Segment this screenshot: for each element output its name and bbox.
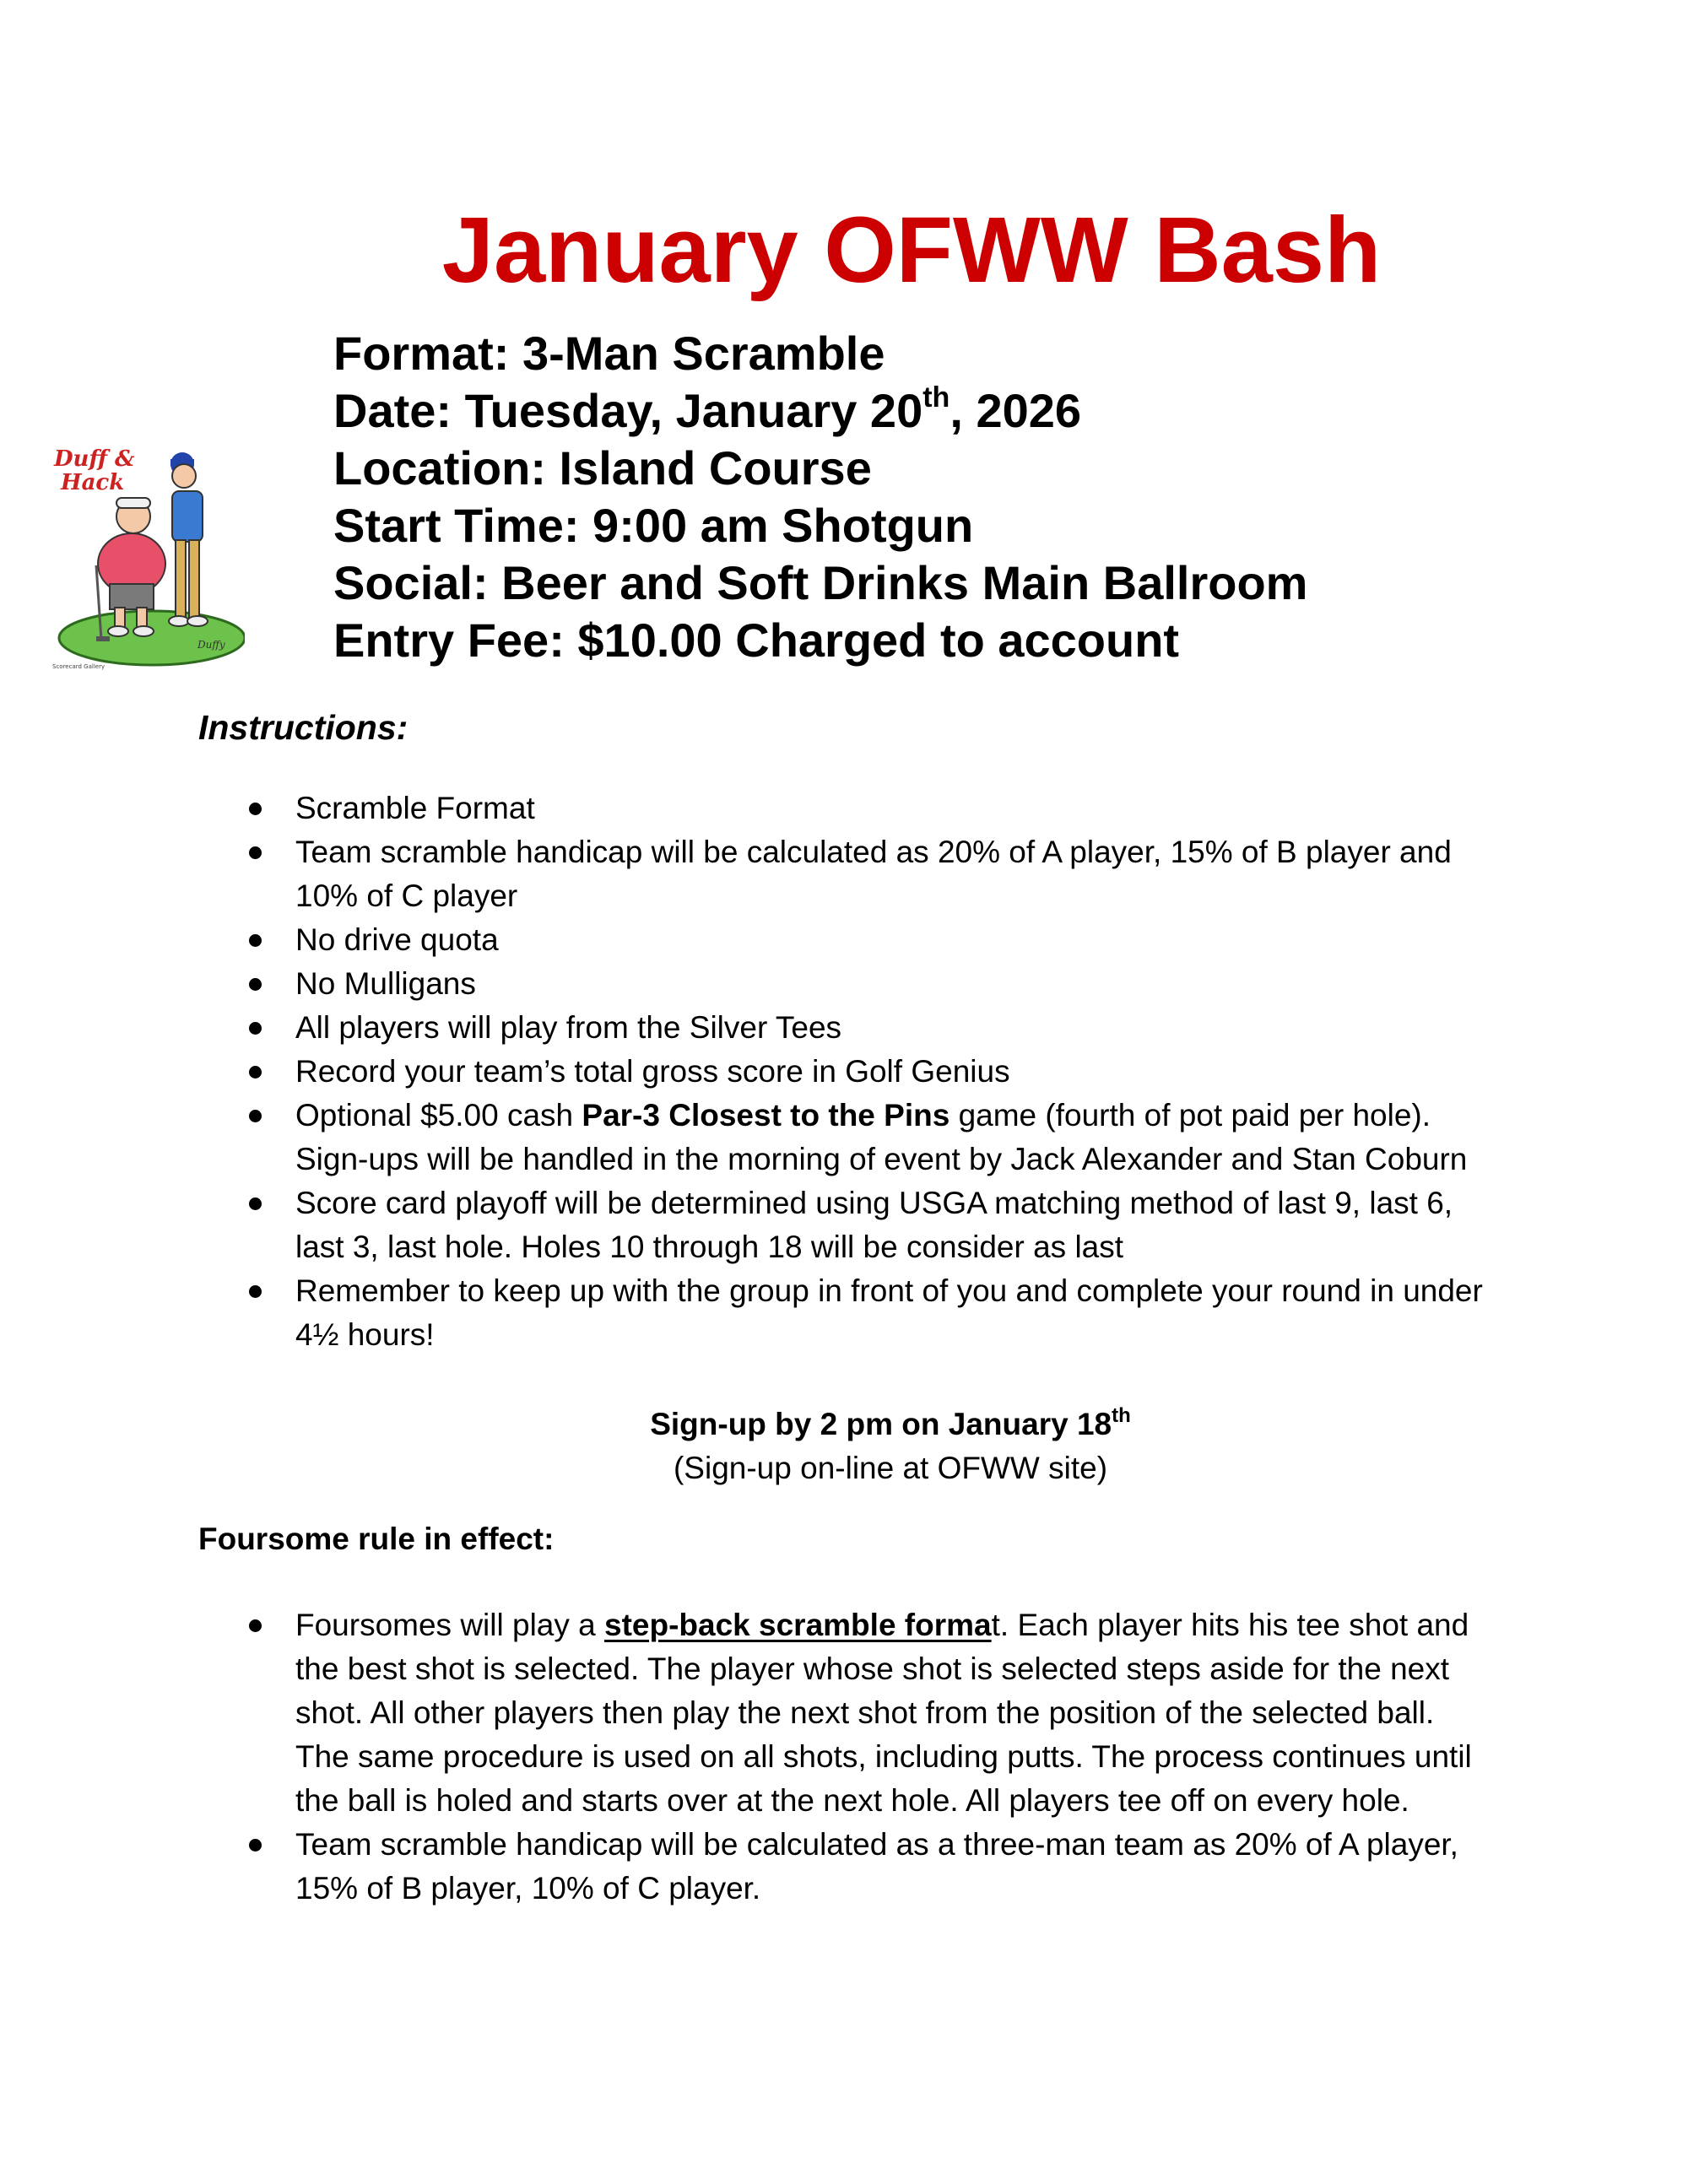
closest-to-pin-game: Par-3 Closest to the Pins: [582, 1098, 950, 1133]
signup-block: [0, 1403, 1688, 1490]
bullet-icon: [249, 1110, 262, 1122]
format-label: Format:: [333, 327, 510, 380]
signup-deadline: [93, 1403, 1688, 1446]
list-item-text: All players will play from the Silver Tees: [295, 1010, 842, 1045]
list-item-text-post: . Each player hits his tee shot and the best shot is selected. The player whose shot is selected steps aside for the next shot. All other players then play the next shot from the position of the selected ball. The same procedure is used on all shots, including putts. The process continues until the ball is holed and starts over at the next hole. All players tee off on every hole.: [295, 1608, 1472, 1818]
bullet-icon: [249, 978, 262, 991]
location-line: Location: Island Course: [333, 441, 872, 495]
step-back-scramble-link[interactable]: step-back scramble forma: [604, 1608, 992, 1642]
list-item-text: No drive quota: [295, 922, 499, 957]
list-item: [295, 962, 1494, 1006]
list-item: [295, 830, 1494, 918]
bullet-icon: [249, 1066, 262, 1078]
foursome-heading: [198, 1517, 554, 1561]
list-item-text: No Mulligans: [295, 966, 476, 1001]
event-info: [333, 325, 1307, 669]
list-item-text-pre: Optional $5.00 cash: [295, 1098, 582, 1133]
bullet-icon: [249, 934, 262, 947]
list-item: [295, 1269, 1494, 1357]
start-time-line: Start Time: 9:00 am Shotgun: [333, 499, 974, 552]
signup-note: (Sign-up on-line at OFWW site): [673, 1451, 1108, 1485]
bullet-icon: [249, 1839, 262, 1852]
format-value: 3-Man Scramble: [522, 327, 885, 380]
list-item: [295, 1603, 1494, 1823]
logo-text-line1: Duff &: [54, 446, 135, 472]
list-item: [295, 787, 1494, 830]
bullet-icon: [249, 1285, 262, 1298]
list-item-text: Record your team’s total gross score in Golf Genius: [295, 1054, 1010, 1089]
logo-text-line2: Hack: [61, 470, 125, 495]
list-item: [295, 918, 1494, 962]
date-sup: th: [922, 381, 950, 414]
bullet-icon: [249, 846, 262, 859]
list-item-text: Team scramble handicap will be calculated as a three-man team as 20% of A player, 15% of B player, 10% of C player.: [295, 1827, 1458, 1906]
instructions-list: [295, 787, 1494, 1357]
duff-and-hack-logo: [49, 439, 245, 675]
list-item: [295, 1006, 1494, 1050]
list-item-text: Remember to keep up with the group in front of you and complete your round in under 4½ hours!: [295, 1273, 1483, 1352]
instructions-heading: Instructions:: [198, 708, 408, 747]
bullet-icon: [249, 1619, 262, 1632]
list-item-text: Team scramble handicap will be calculated as 20% of A player, 15% of B player and 10% of C player: [295, 835, 1452, 913]
page-title: January OFWW Bash: [441, 198, 1382, 302]
foursome-heading-colon: :: [544, 1522, 555, 1556]
list-item: [295, 1050, 1494, 1094]
date-prefix: Date: Tuesday, January 20: [333, 384, 923, 437]
social-line: Social: Beer and Soft Drinks Main Ballroom: [333, 556, 1308, 609]
signup-deadline-sup: th: [1112, 1403, 1131, 1427]
bullet-icon: [249, 1022, 262, 1035]
grass-icon: [59, 611, 245, 665]
format-line: [333, 325, 1307, 382]
logo-signature: Duffy: [197, 639, 225, 651]
foursome-list: [295, 1603, 1494, 1911]
list-item-text-pre: Foursomes will play a: [295, 1608, 605, 1642]
date-line: [333, 382, 1307, 440]
list-item-text: Score card playoff will be determined using USGA matching method of last 9, last 6, last 3, last hole. Holes 10 through 18 will be consider as last: [295, 1186, 1453, 1264]
bullet-icon: [249, 1197, 262, 1210]
signup-deadline-text: Sign-up by 2 pm on January 18: [650, 1407, 1112, 1441]
list-item: [295, 1181, 1494, 1269]
date-suffix: , 2026: [950, 384, 1082, 437]
entry-fee-line: Entry Fee: $10.00 Charged to account: [333, 614, 1180, 667]
list-item: [295, 1823, 1494, 1911]
list-item: [295, 1094, 1494, 1181]
foursome-heading-text: Foursome rule in effect: [198, 1522, 544, 1556]
list-item-text-post: game (fourth of pot paid per hole). Sign-ups will be handled in the morning of event by Jack Alexander and Stan Coburn: [295, 1098, 1468, 1176]
list-item-text: Scramble Format: [295, 791, 535, 825]
bullet-icon: [249, 803, 262, 815]
logo-credit: Scorecard Gallery: [52, 663, 106, 670]
list-item-text-link-tail: t: [991, 1608, 1000, 1642]
